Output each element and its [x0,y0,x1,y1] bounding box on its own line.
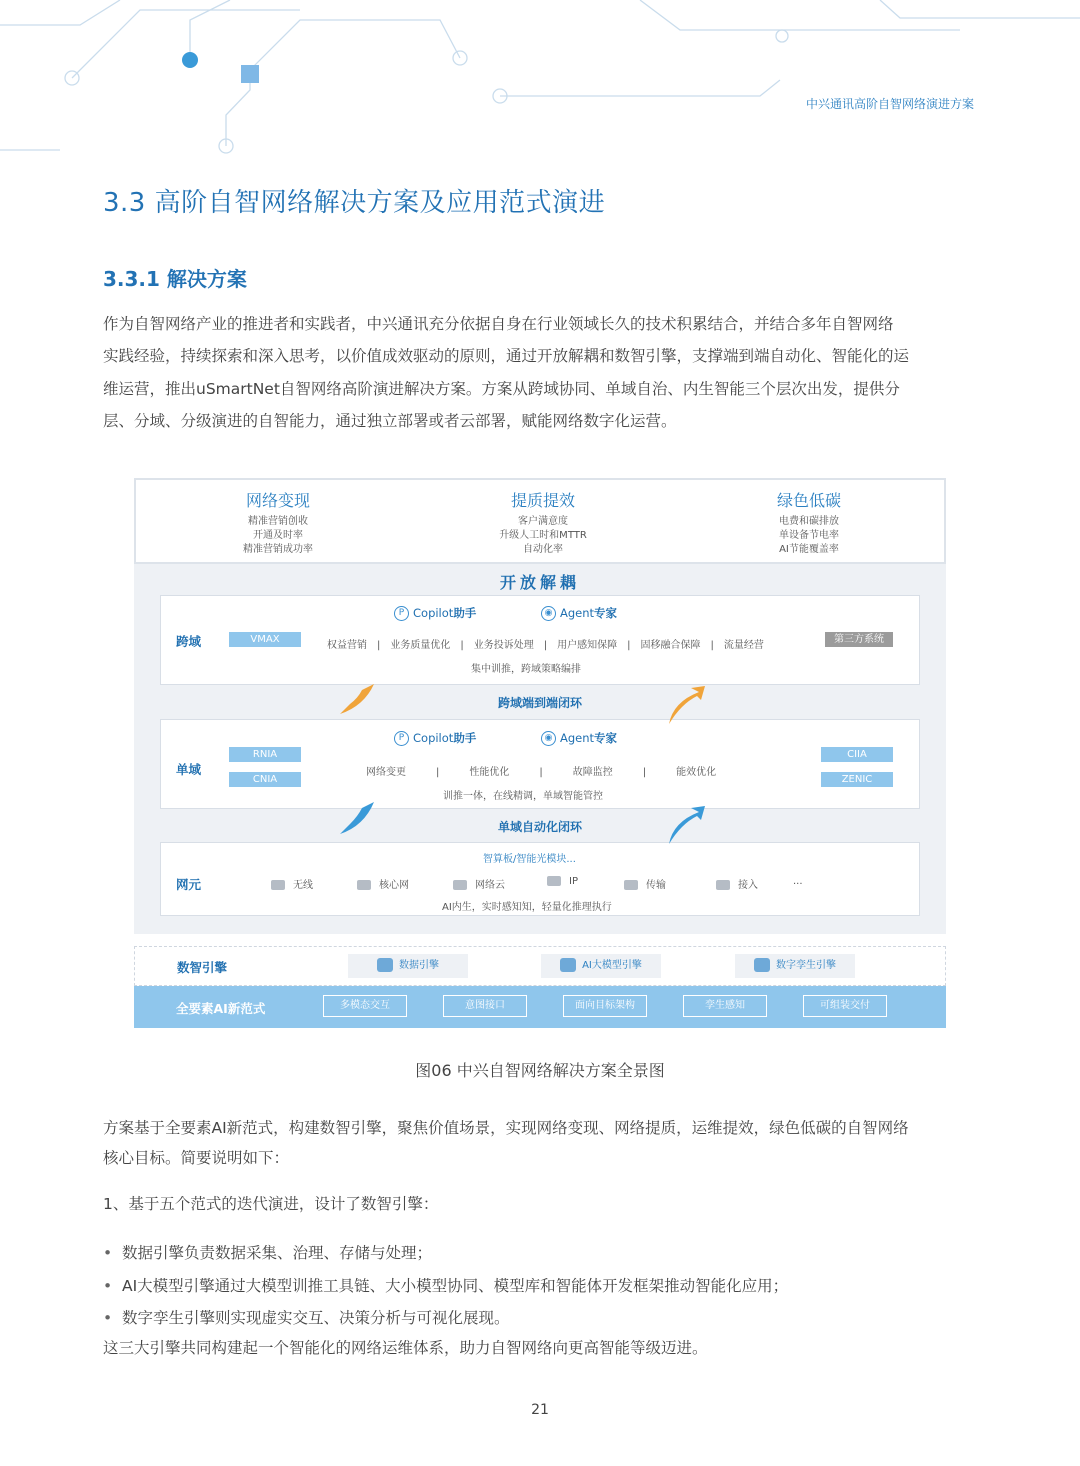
section-title: 3.3 高阶自智网络解决方案及应用范式演进 [103,188,606,218]
intro-line: 维运营，推出uSmartNet自智网络高阶演进解决方案。方案从跨域协同、单域自治、内生智能三个层次出发，提供分 [103,380,900,398]
goal-item: 单设备节电率 [779,530,839,541]
twin-engine-box: 数字孪生引擎 [735,954,855,978]
server-icon [357,880,371,890]
agent-helper: ◉ Agent专家 [541,605,617,621]
goal-item: 客户满意度 [518,516,568,527]
engine-label: 数智引擎 [177,960,228,975]
copilot-helper: P Copilot助手 [394,605,476,621]
paradigm-box: 可组装交付 [803,995,887,1017]
single-domain-items: 网络变更 | 性能优化 | 故障监控 | 能效优化 [366,767,717,778]
data-engine-box: 数据引擎 [348,954,468,978]
cnia-tag: CNIA [229,772,301,787]
goal-item: 精准营销创收 [248,516,308,527]
paradigm-box: 面向目标架构 [563,995,647,1017]
goal-item: AI节能覆盖率 [779,544,839,555]
document-title: 中兴通讯高阶自智网络演进方案 [805,97,974,111]
single-domain-layer [160,719,920,809]
access-icon [716,880,730,890]
goal-title: 绿色低碳 [776,491,841,510]
bullet-item: • 数字孪生引擎则实现虚实交互、决策分析与可视化展现。 [103,1309,510,1327]
third-party-tag: 第三方系统 [825,632,893,647]
ne-more: ... [793,876,803,887]
agent-icon: ◉ [541,606,556,621]
goal-title: 网络变现 [245,491,310,510]
open-decoupling-area [134,564,946,934]
ne-cloud: 网络云 [453,876,505,891]
goal-item: 开通及时率 [253,530,303,541]
ne-wireless: 无线 [271,876,313,891]
body-line: 方案基于全要素AI新范式，构建数智引擎，聚焦价值场景，实现网络变现、网络提质，运维提效，绿色低碳的自智网络 [103,1119,909,1137]
vmax-tag: VMAX [229,632,301,647]
intro-line: 实践经验，持续探索和深入思考，以价值成效驱动的原则，通过开放解耦和数智引擎，支撑端到端自动化、智能化的运 [103,347,910,365]
brain-icon [560,958,576,972]
cross-domain-loop: 跨域端到端闭环 [497,696,582,710]
paradigm-label: 全要素AI新范式 [176,1001,266,1016]
ne-sub: AI内生，实时感知知，轻量化推理执行 [442,902,612,913]
body-line: 核心目标。简要说明如下： [103,1149,290,1167]
arrow-blue-left-icon [334,800,384,842]
goal-green [709,488,909,557]
goal-title: 提质提效 [510,491,575,510]
goal-item: 电费和碳排放 [779,516,839,527]
cross-domain-layer [160,595,920,685]
layer-label: 单域 [176,762,202,777]
bullet-item: • 数据引擎负责数据采集、治理、存储与处理； [103,1244,433,1262]
rnia-tag: RNIA [229,747,301,762]
goal-item: 升级人工时和MTTR [499,530,587,541]
closing-line: 这三大引擎共同构建起一个智能化的网络运维体系，助力自智网络向更高智能等级迈进。 [103,1339,708,1357]
agent-helper: ◉ Agent专家 [541,730,617,746]
point-heading: 1、基于五个范式的迭代演进，设计了数智引擎： [103,1195,439,1213]
antenna-icon [271,880,285,890]
ciia-tag: CIIA [821,747,893,762]
arrow-orange-right-icon [659,684,709,726]
digital-engine-row [134,946,946,986]
ne-transport: 传输 [624,876,666,891]
page-number: 21 [531,1402,549,1418]
ai-paradigm-bar [134,986,946,1028]
paradigm-box: 孪生感知 [683,995,767,1017]
goal-monetize [178,488,378,557]
ne-top-note: 智算板/智能光模块... [483,854,576,865]
ne-ip: IP [547,876,578,887]
circuit-decoration [0,0,1080,170]
copilot-icon: P [394,731,409,746]
copilot-icon: P [394,606,409,621]
ne-core: 核心网 [357,876,409,891]
database-icon [377,958,393,972]
figure-caption: 图06 中兴自智网络解决方案全景图 [415,1061,665,1080]
ai-engine-box: AI大模型引擎 [541,954,661,978]
cloud-icon [453,880,467,890]
copilot-helper: P Copilot助手 [394,730,476,746]
goal-item: 精准营销成功率 [243,544,313,555]
zenic-tag: ZENIC [821,772,893,787]
arrow-blue-right-icon [659,804,709,846]
network-element-layer [160,842,920,916]
ne-access: 接入 [716,876,758,891]
paradigm-box: 多模态交互 [323,995,407,1017]
bullet-item: • AI大模型引擎通过大模型训推工具链、大小模型协同、模型库和智能体开发框架推动智能化应用； [103,1277,789,1295]
cross-domain-items: 权益营销 | 业务质量优化 | 业务投诉处理 | 用户感知保障 | 固移融合保障 | 流量经营 [327,640,764,651]
intro-line: 层、分域、分级演进的自智能力，通过独立部署或者云部署，赋能网络数字化运营。 [103,412,677,430]
layer-label: 网元 [176,877,202,892]
open-decoupling-title: 开放解耦 [499,573,580,592]
goal-efficiency [443,488,643,557]
subsection-title: 3.3.1 解决方案 [103,267,247,291]
goal-item: 自动化率 [523,544,563,555]
layer-label: 跨域 [176,634,202,649]
cube-icon [754,958,770,972]
goals-panel [134,478,946,564]
single-domain-sub: 训推一体，在线精调，单域智能管控 [443,791,603,802]
single-domain-loop: 单域自动化闭环 [497,820,582,834]
transport-icon [624,880,638,890]
arrow-orange-left-icon [334,682,384,722]
router-icon [547,876,561,886]
paradigm-box: 意图接口 [443,995,527,1017]
cross-domain-sub: 集中训推，跨域策略编排 [471,664,581,675]
intro-line: 作为自智网络产业的推进者和实践者，中兴通讯充分依据自身在行业领域长久的技术积累结合，并结合多年自智网络 [103,315,894,333]
agent-icon: ◉ [541,731,556,746]
solution-diagram [134,478,946,1030]
